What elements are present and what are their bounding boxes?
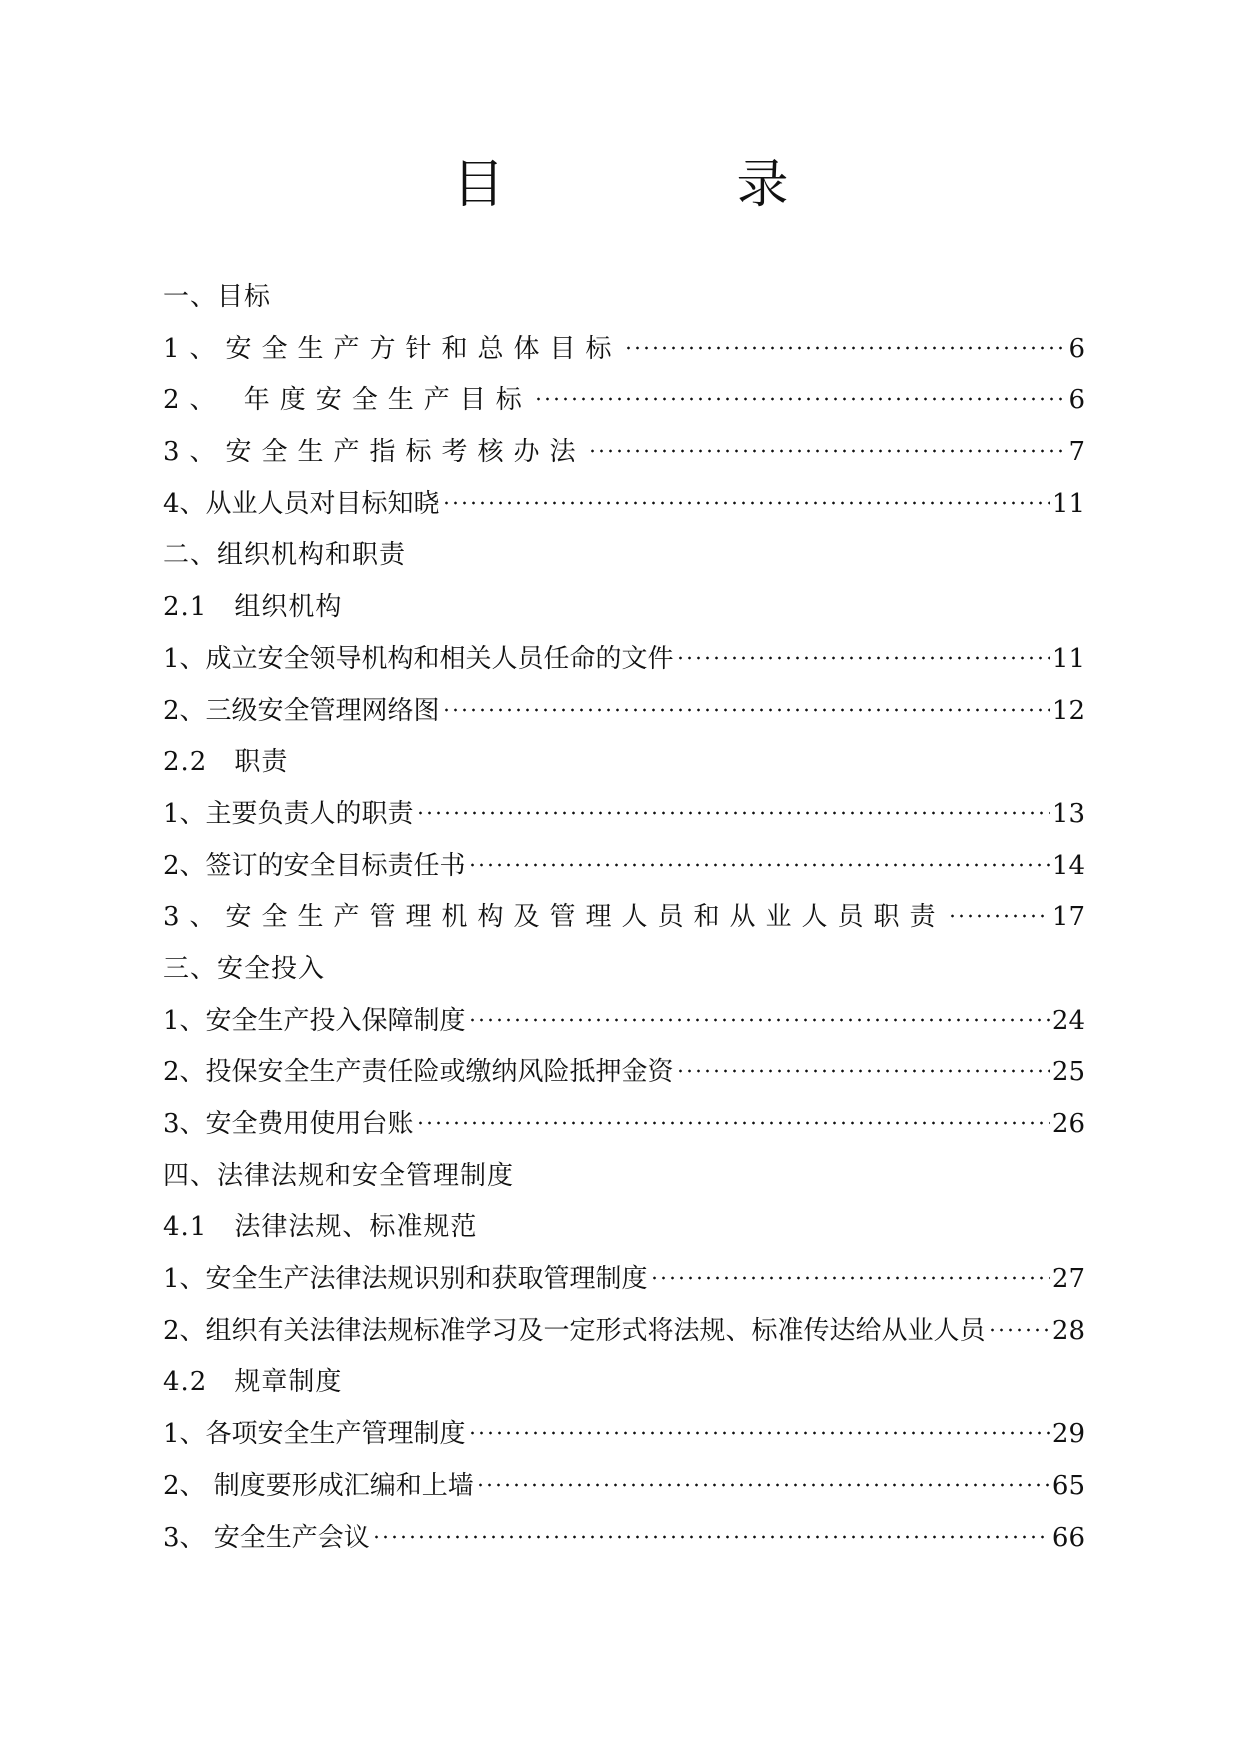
toc-page-number: 26 <box>1051 1109 1085 1139</box>
toc-entry-label: 3、安全费用使用台账 <box>163 1109 414 1139</box>
toc-entry-label: 1、安全生产投入保障制度 <box>163 1005 466 1036</box>
table-of-contents <box>163 272 1085 1564</box>
toc-dot-leader <box>588 448 1067 454</box>
toc-entry <box>163 841 1085 893</box>
toc-page-number: 24 <box>1051 1005 1085 1036</box>
toc-section-heading <box>163 1151 1085 1203</box>
toc-dot-leader <box>468 1430 1050 1436</box>
toc-entry-label: 1、主要负责人的职责 <box>163 798 414 829</box>
toc-entry-label: 2、 年度安全生产目标 <box>163 385 532 416</box>
toc-dot-leader <box>442 707 1050 713</box>
toc-entry-label: 2、 制度要形成汇编和上墙 <box>163 1470 474 1501</box>
toc-page-number: 28 <box>1051 1315 1085 1346</box>
toc-page-number: 6 <box>1068 385 1085 416</box>
toc-page-number: 11 <box>1051 488 1085 519</box>
toc-section-heading <box>163 530 1085 582</box>
toc-dot-leader <box>416 1120 1050 1126</box>
toc-section-heading <box>163 272 1085 324</box>
toc-entry <box>163 324 1085 376</box>
toc-dot-leader <box>416 810 1050 816</box>
toc-entry <box>163 1047 1085 1099</box>
toc-page-number: 17 <box>1051 902 1085 933</box>
toc-section-heading <box>163 944 1085 996</box>
toc-entry <box>163 1513 1085 1565</box>
toc-page-number: 7 <box>1068 437 1085 468</box>
toc-entry-label: 三、安全投入 <box>163 953 326 984</box>
toc-dot-leader <box>624 345 1067 351</box>
toc-entry-label: 二、组织机构和职责 <box>163 540 407 571</box>
toc-entry <box>163 1306 1085 1358</box>
toc-entry-label: 3、 安全生产会议 <box>163 1522 370 1553</box>
toc-entry <box>163 427 1085 479</box>
toc-entry <box>163 892 1085 944</box>
toc-dot-leader <box>948 913 1050 919</box>
toc-entry-label: 4.2 规章制度 <box>163 1367 343 1398</box>
toc-entry-label: 2、签订的安全目标责任书 <box>163 850 466 881</box>
toc-entry <box>163 1099 1085 1151</box>
toc-page-number: 25 <box>1051 1057 1085 1088</box>
toc-entry-label: 1、安全生产法律法规识别和获取管理制度 <box>163 1264 648 1295</box>
toc-dot-leader <box>468 862 1050 868</box>
toc-dot-leader <box>676 655 1050 661</box>
toc-subsection-heading <box>163 582 1085 634</box>
toc-entry-label: 4、从业人员对目标知晓 <box>163 488 440 519</box>
toc-dot-leader <box>650 1275 1050 1281</box>
toc-page-number: 6 <box>1068 333 1085 364</box>
toc-entry <box>163 789 1085 841</box>
toc-entry-label: 3、安全生产指标考核办法 <box>163 437 586 468</box>
toc-page-number: 11 <box>1051 643 1085 674</box>
toc-entry <box>163 1254 1085 1306</box>
toc-entry <box>163 1409 1085 1461</box>
toc-entry <box>163 634 1085 686</box>
toc-entry <box>163 375 1085 427</box>
toc-subsection-heading <box>163 737 1085 789</box>
toc-page-number: 12 <box>1051 695 1085 726</box>
toc-dot-leader <box>372 1534 1050 1540</box>
toc-entry-label: 2、组织有关法律法规标准学习及一定形式将法规、标准传达给从业人员 <box>163 1315 986 1346</box>
toc-dot-leader <box>476 1482 1050 1488</box>
toc-entry-label: 1、成立安全领导机构和相关人员任命的文件 <box>163 643 674 674</box>
toc-entry-label: 一、目标 <box>163 282 272 312</box>
toc-subsection-heading <box>163 1357 1085 1409</box>
toc-entry <box>163 686 1085 738</box>
toc-entry-label: 1、安全生产方针和总体目标 <box>163 333 622 364</box>
toc-entry-label: 四、法律法规和安全管理制度 <box>163 1160 515 1191</box>
toc-dot-leader <box>442 500 1050 506</box>
toc-page-number: 66 <box>1051 1522 1085 1553</box>
toc-entry <box>163 1461 1085 1513</box>
page-title: 目 录 <box>452 155 879 215</box>
toc-entry-label: 4.1 法律法规、标准规范 <box>163 1212 478 1243</box>
toc-entry-label: 3、安全生产管理机构及管理人员和从业人员职责 <box>163 902 946 933</box>
toc-page-number: 13 <box>1051 798 1085 829</box>
toc-entry <box>163 479 1085 531</box>
toc-page-number: 29 <box>1051 1419 1085 1450</box>
toc-entry <box>163 996 1085 1048</box>
toc-page-number: 65 <box>1051 1470 1085 1501</box>
toc-entry-label: 2.2 职责 <box>163 747 289 778</box>
toc-entry-label: 2.1 组织机构 <box>163 592 343 623</box>
toc-entry-label: 2、三级安全管理网络图 <box>163 695 440 726</box>
toc-page-number: 14 <box>1051 850 1085 881</box>
toc-entry-label: 1、各项安全生产管理制度 <box>163 1419 466 1450</box>
toc-subsection-heading <box>163 1202 1085 1254</box>
toc-dot-leader <box>468 1017 1050 1023</box>
toc-dot-leader <box>988 1327 1050 1333</box>
toc-dot-leader <box>534 396 1067 402</box>
toc-page-number: 27 <box>1051 1264 1085 1295</box>
toc-dot-leader <box>676 1068 1050 1074</box>
toc-entry-label: 2、投保安全生产责任险或缴纳风险抵押金资 <box>163 1057 674 1088</box>
